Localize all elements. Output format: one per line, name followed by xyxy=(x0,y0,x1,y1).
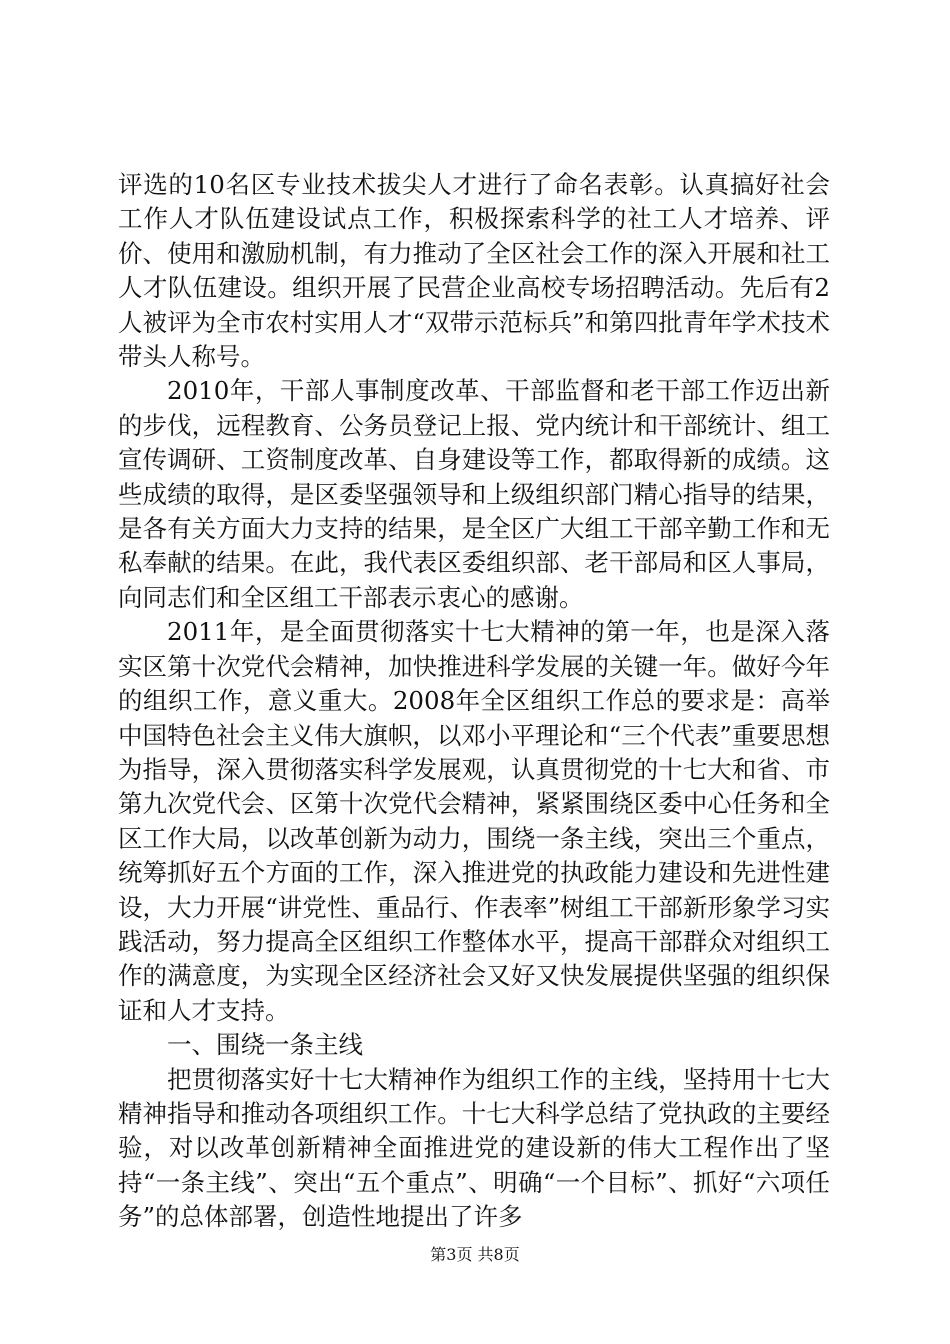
paragraph-1: 评选的10名区专业技术拔尖人才进行了命名表彰。认真搞好社会工作人才队伍建设试点工作，积极探索科学的社工人才培养、评价、使用和激励机制，有力推动了全区社会工作的深入开展和社工人才队伍建设。组织开展了民营企业高校专场招聘活动。先后有2人被评为全市农村实用人才“双带示范标兵”和第四批青年学术技术带头人称号。 xyxy=(118,170,830,372)
paragraph-2: 2010年，干部人事制度改革、干部监督和老干部工作迈出新的步伐，远程教育、公务员登记上报、党内统计和干部统计、组工宣传调研、工资制度改革、自身建设等工作，都取得新的成绩。这些成绩的取得，是区委坚强领导和上级组织部门精心指导的结果，是各有关方面大力支持的结果，是全区广大组工干部辛勤工作和无私奉献的结果。在此，我代表区委组织部、老干部局和区人事局，向同志们和全区组工干部表示衷心的感谢。 xyxy=(118,376,830,612)
paragraph-3: 2011年，是全面贯彻落实十七大精神的第一年，也是深入落实区第十次党代会精神，加快推进科学发展的关键一年。做好今年的组织工作，意义重大。2008年全区组织工作总的要求是：高举中国特色社会主义伟大旗帜，以邓小平理论和“三个代表”重要思想为指导，深入贯彻落实科学发展观，认真贯彻党的十七大和省、市第九次党代会、区第十次党代会精神，紧紧围绕区委中心任务和全区工作大局，以改革创新为动力，围绕一条主线，突出三个重点，统筹抓好五个方面的工作，深入推进党的执政能力建设和先进性建设，大力开展“讲党性、重品行、作表率”树组工干部新形象学习实践活动，努力提高全区组织工作整体水平，提高干部群众对组织工作的满意度，为实现全区经济社会又好又快发展提供坚强的组织保证和人才支持。 xyxy=(118,617,830,1025)
section-heading: 一、围绕一条主线 xyxy=(167,1030,363,1060)
document-body xyxy=(118,168,830,1235)
paragraph-4: 把贯彻落实好十七大精神作为组织工作的主线，坚持用十七大精神指导和推动各项组织工作。十七大科学总结了党执政的主要经验，对以改革创新精神全面推进党的建设新的伟大工程作出了坚持“一条主线”、突出“五个重点”、明确“一个目标”、抓好“六项任务”的总体部署，创造性地提出了许多 xyxy=(118,1064,830,1232)
page-footer: 第3页 共8页 xyxy=(430,1245,520,1264)
